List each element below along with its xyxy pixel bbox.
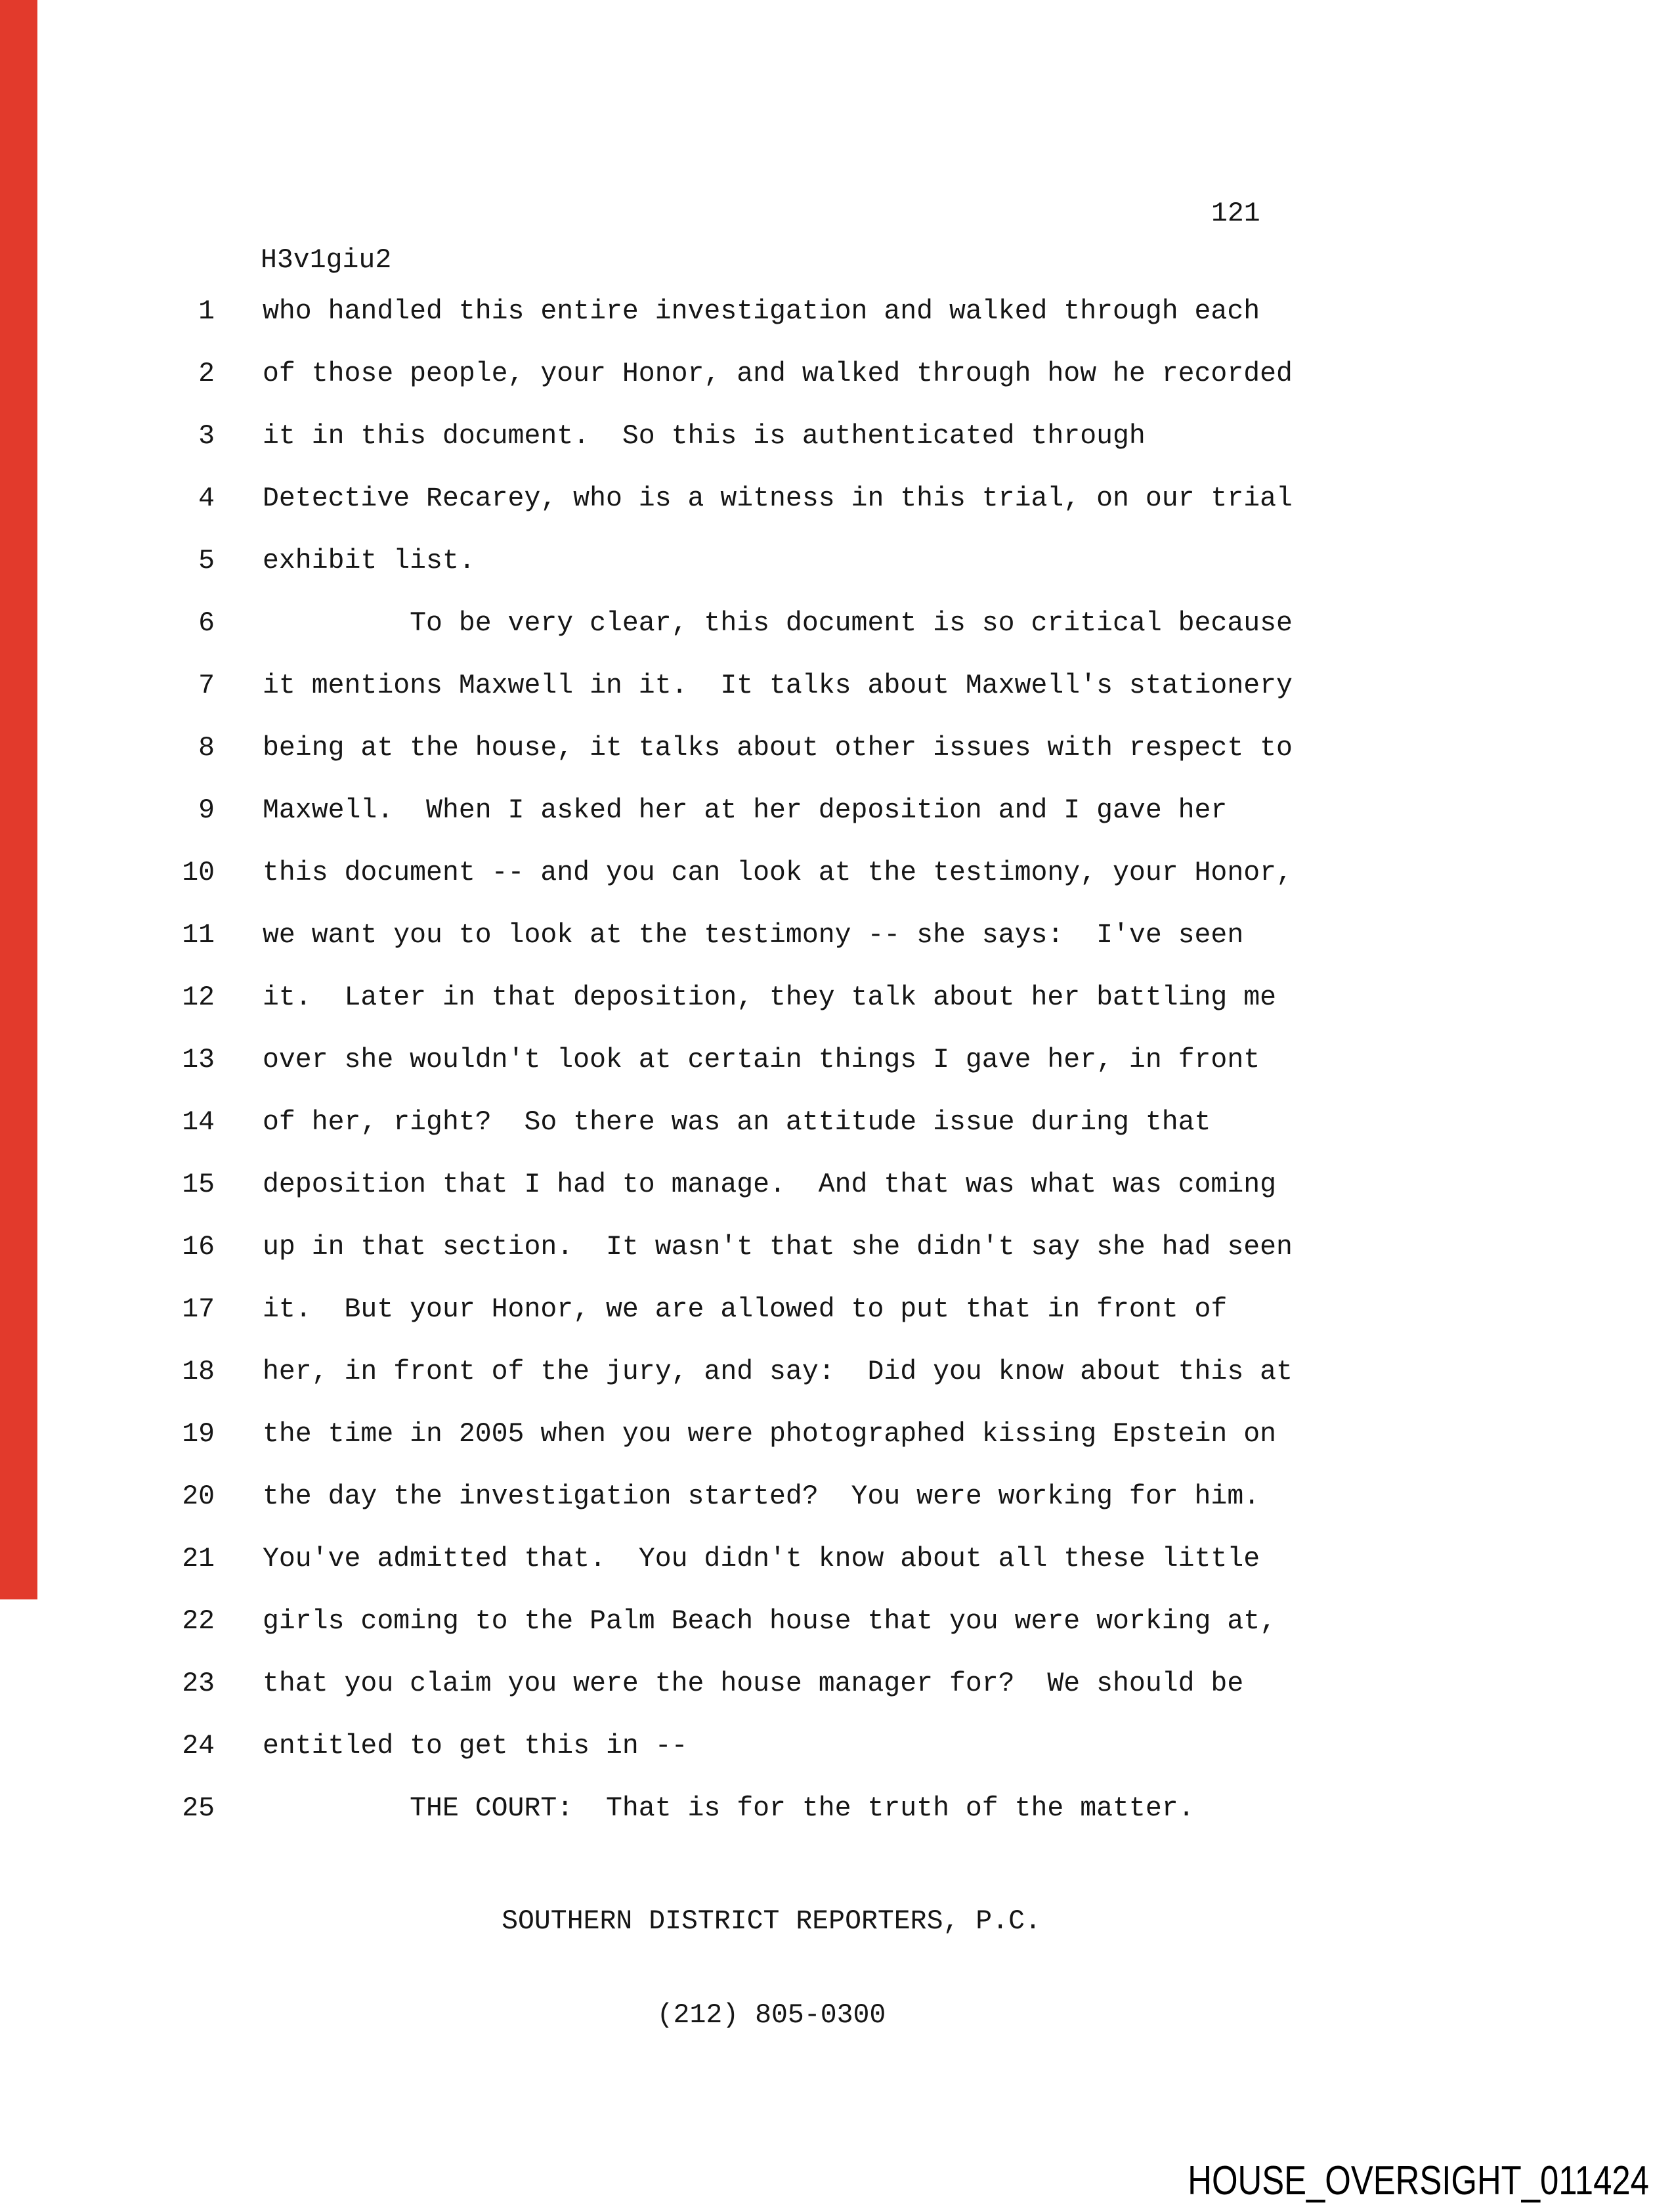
- transcript-line: [0, 343, 1674, 405]
- line-text: that you claim you were the house manager for? We should be: [263, 1668, 1244, 1699]
- transcript-line: [0, 530, 1674, 592]
- line-text: up in that section. It wasn't that she didn't say she had seen: [263, 1232, 1293, 1263]
- line-text: the time in 2005 when you were photographed kissing Epstein on: [263, 1419, 1277, 1450]
- transcript-line: [0, 1653, 1674, 1715]
- line-text: being at the house, it talks about other issues with respect to: [263, 733, 1293, 764]
- line-text: the day the investigation started? You were working for him.: [263, 1481, 1260, 1512]
- bates-stamp: HOUSE_OVERSIGHT_011424: [1188, 2158, 1649, 2203]
- transcript-line: [0, 1777, 1674, 1840]
- line-number: 12: [182, 982, 215, 1013]
- transcript-line: [0, 1715, 1674, 1777]
- line-text: deposition that I had to manage. And that was what was coming: [263, 1169, 1277, 1200]
- line-number: 20: [182, 1481, 215, 1512]
- line-text: we want you to look at the testimony -- she says: I've seen: [263, 920, 1244, 951]
- line-number: 23: [182, 1668, 215, 1699]
- transcript-line: [0, 405, 1674, 467]
- transcript-line: [0, 842, 1674, 904]
- line-text: it. Later in that deposition, they talk about her battling me: [263, 982, 1277, 1013]
- transcript-line: [0, 1029, 1674, 1091]
- line-number: 10: [182, 857, 215, 888]
- line-number: 17: [182, 1294, 215, 1325]
- line-number: 8: [198, 733, 215, 764]
- line-number: 24: [182, 1731, 215, 1762]
- line-number: 13: [182, 1045, 215, 1075]
- line-text: of her, right? So there was an attitude issue during that: [263, 1107, 1211, 1138]
- line-number: 5: [198, 546, 215, 576]
- transcript-header-code: H3v1giu2: [261, 245, 392, 276]
- transcript-line: [0, 966, 1674, 1029]
- line-number: 7: [198, 670, 215, 701]
- line-text: entitled to get this in --: [263, 1731, 688, 1762]
- line-number: 21: [182, 1544, 215, 1574]
- line-number: 19: [182, 1419, 215, 1450]
- transcript-line: [0, 1465, 1674, 1528]
- transcript-line: [0, 1528, 1674, 1590]
- transcript-line: [0, 1216, 1674, 1278]
- line-text: it in this document. So this is authenticated through: [263, 421, 1146, 452]
- transcript-line: [0, 1403, 1674, 1465]
- transcript-line: [0, 1278, 1674, 1341]
- transcript-line: [0, 592, 1674, 655]
- line-number: 11: [182, 920, 215, 951]
- line-number: 25: [182, 1793, 215, 1824]
- line-text: this document -- and you can look at the testimony, your Honor,: [263, 857, 1293, 888]
- line-text: exhibit list.: [263, 546, 475, 576]
- line-text: You've admitted that. You didn't know about all these little: [263, 1544, 1260, 1574]
- line-number: 14: [182, 1107, 215, 1138]
- transcript-line: [0, 1091, 1674, 1154]
- transcript-line: [0, 1590, 1674, 1653]
- transcript-line: [0, 904, 1674, 966]
- line-text: girls coming to the Palm Beach house that you were working at,: [263, 1606, 1277, 1637]
- line-text: it. But your Honor, we are allowed to put that in front of: [263, 1294, 1228, 1325]
- transcript-line: [0, 467, 1674, 530]
- line-text: Detective Recarey, who is a witness in this trial, on our trial: [263, 483, 1293, 514]
- transcript-line: [0, 655, 1674, 717]
- line-number: 9: [198, 795, 215, 826]
- line-number: 18: [182, 1356, 215, 1387]
- line-text: it mentions Maxwell in it. It talks about Maxwell's stationery: [263, 670, 1293, 701]
- line-number: 15: [182, 1169, 215, 1200]
- transcript-line: [0, 280, 1674, 343]
- footer: [256, 1844, 1287, 2093]
- line-number: 2: [198, 358, 215, 389]
- transcript-lines: [0, 280, 1674, 1840]
- transcript-line: [0, 1341, 1674, 1403]
- footer-phone: (212) 805-0300: [656, 1999, 886, 2031]
- line-text: THE COURT: That is for the truth of the matter.: [263, 1793, 1195, 1824]
- line-text: of those people, your Honor, and walked through how he recorded: [263, 358, 1293, 389]
- line-text: To be very clear, this document is so critical because: [263, 608, 1293, 639]
- line-text: her, in front of the jury, and say: Did you know about this at: [263, 1356, 1293, 1387]
- line-number: 3: [198, 421, 215, 452]
- page-number: 121: [1211, 198, 1260, 229]
- line-text: over she wouldn't look at certain things I gave her, in front: [263, 1045, 1260, 1075]
- line-number: 1: [198, 296, 215, 327]
- line-text: Maxwell. When I asked her at her deposition and I gave her: [263, 795, 1228, 826]
- transcript-line: [0, 779, 1674, 842]
- line-text: who handled this entire investigation and walked through each: [263, 296, 1260, 327]
- transcript-line: [0, 717, 1674, 779]
- line-number: 16: [182, 1232, 215, 1263]
- transcript-line: [0, 1154, 1674, 1216]
- footer-firm: SOUTHERN DISTRICT REPORTERS, P.C.: [502, 1906, 1041, 1937]
- line-number: 4: [198, 483, 215, 514]
- line-number: 6: [198, 608, 215, 639]
- line-number: 22: [182, 1606, 215, 1637]
